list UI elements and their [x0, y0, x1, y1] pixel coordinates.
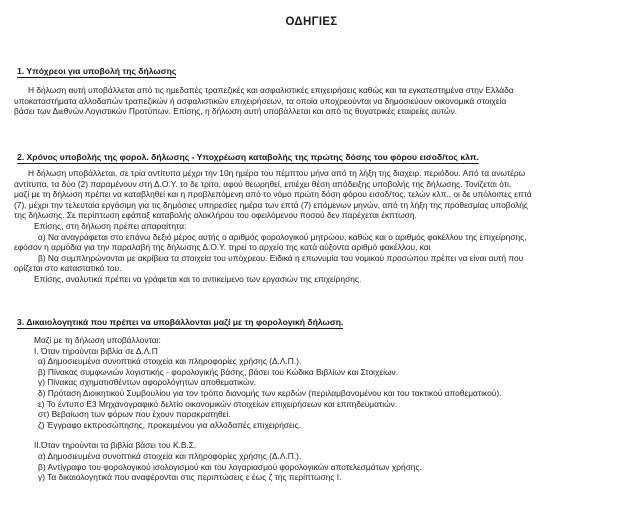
section-2-line: α) Να αναγράφεται στο επάνω δεξιό μέρος αυτής ο αριθμός φορολογικού μητρώου, καθώς και ο αριθμός φακέλλου της επιχείρησης, — [38, 231, 527, 242]
section-3-line: α) Δημοσιευμένα συνοπτικά στοιχεία και πληροφορίες χρήσης (Δ.Λ.Π.). — [38, 450, 302, 461]
section-3-line: ΙΙ.Όταν τηρούνται τα βιβλία βάσει του Κ.Β.Σ. — [34, 440, 197, 451]
section-3-line: α) Δημοσιευμένα συνοπτικά στοιχεία και πληροφορίες χρήσης (Δ.Λ.Π.). — [38, 356, 302, 367]
section-3-line: ζ) Έγγραφο εκπροσώπησης, προκειμένου για αλλοδαπές επιχειρήσεις. — [38, 419, 301, 430]
section-2-line: (7), μέχρι την τελευταία εργάσιμη για τις δημόσιες υπηρεσίες ημέρα των επτά (7) επόμενων μηνών, από τη λήξη της προθεσμίας υποβολής — [14, 199, 528, 210]
section-2-line: μαζί με τη δήλωση πρέπει να καταβληθεί και η προβλεπόμενη από το νόμο πρώτη δόση φόρου εισοδ/τος, τελών κλπ., οι δε υπόλοιπες επτά — [14, 189, 532, 200]
section-3-body — [14, 335, 616, 483]
section-1-body — [14, 85, 616, 117]
section-2-line: της δήλωσης. Σε περίπτωση εφάπαξ καταβολής ολοκλήρου του οφειλόμενου ποσού δεν παρέχεται έκπτωση. — [14, 210, 417, 221]
section-1-line: υποκαταστήματα αλλοδαπών τραπεζικών ή ασφαλιστικών επιχειρήσεων, τα οποία υποχρεούνται να δημοσιεύουν οικονομικά στοιχεία — [14, 95, 507, 106]
section-3-line: ε) Το έντυπο Ε3 Μηχανογραφικό δελτίο οικονομικών στοιχείων επιχειρήσεων και επιτηδευματιών. — [38, 398, 398, 409]
section-3-line: στ) Βεβαίωση των φόρων που έχουν παρακρατηθεί. — [38, 409, 231, 420]
section-3-line: Ι. Όταν τηρούνται βιβλία σε Δ.Λ.Π — [34, 345, 158, 356]
section-2-line: εφόσον η αρμόδια για την παραλαβή της δήλωσης Δ.Ο.Υ. τηρεί το αρχείο της κατά αύξοντα αριθμό φακέλλου, και — [14, 242, 431, 253]
section-2-body — [14, 168, 616, 285]
section-2-line: αντίτυπα, τα δύο (2) παραμένουν στη Δ.Ο.Υ. το δε τρίτο, αφού θεωρηθεί, επιέχει θέση απόδειξης υποβολής της δήλωσης. Τονίζεται ότι, — [14, 178, 512, 189]
section-1-heading: 1. Υπόχρεοι για υποβολή της δήλωσης — [17, 66, 177, 76]
section-2-heading: 2. Χρόνος υποβολής της φορολ. δήλωσης - Υποχρέωση καταβολής της πρώτης δόσης του φόρου εισοδ/τος κλπ. — [17, 152, 479, 162]
section-2-line: β) Να συμπληρώνονται με ακρίβεια τα στοιχεία του υπόχρεου. Ειδικά η επωνυμία του νομικού προσώπου πρέπει να είναι αυτή που — [38, 252, 524, 263]
section-3-line: β) Πίνακας συμφωνιών λογιστικής - φορολογικής βάσης, βάσει του Κώδικα Βιβλίων και Στοιχείων. — [38, 366, 399, 377]
section-3-line: Μαζί με τη δήλωση υποβάλλονται: — [34, 335, 161, 345]
section-3-line: γ) Τα δικαιολογητικά που αναφέρονται στις περιπτώσεις ε έως ζ της περίπτωσης Ι. — [38, 472, 342, 483]
section-3-spacer — [14, 430, 616, 440]
section-3-line: γ) Πίνακας σχηματισθέντων αφορολόγητων αποθεματικών. — [38, 377, 257, 388]
section-1-line: Η δήλωση αυτή υποβάλλεται από τις ημεδαπές τραπεζικές και ασφαλιστικές επιχειρήσεις καθώς και τα εγκατεστημένα στην Ελλάδα — [28, 85, 514, 95]
section-2-line: Επίσης, στη δήλωση πρέπει απαραίτητα: — [34, 220, 187, 231]
section-2-line: Η δήλωση υποβάλλεται, σε τρία αντίτυπα μέχρι την 10η ημέρα του πέμπτου μήνα από τη λήξη της διαχειρ. περιόδου. Από τα ανωτέρω — [28, 168, 526, 178]
section-2-line: Επίσης, αναλυτικά πρέπει να γράφεται και το αντικείμενο των εργασιών της επιχείρησης. — [34, 273, 362, 284]
section-2-line: ορίζεται στο καταστατικό του. — [14, 263, 122, 274]
page-title: ΟΔΗΓΙΕΣ — [285, 16, 338, 28]
section-3-line: δ) Πρόταση Διοικητικού Συμβουλίου για τον τρόπο διανομής των κερδών (περιλαμβανομένου και του τακτικού αποθεματικού). — [38, 387, 502, 398]
section-3-heading: 3. Δικαιολογητικά που πρέπει να υποβάλλονται μαζί με τη φορολογική δήλωση. — [17, 317, 344, 327]
section-3-line: β) Αντίγραφο του φορολογικού ισολογισμού και του λογαριασμού φορολογικών αποτελεσμάτων χρήσης. — [38, 461, 422, 472]
section-1-line: βάσει των Διεθνών Λογιστικών Προτύπων. Επίσης, η δήλωση αυτή υποβάλλεται και από τις θυγατρικές εταιρείες αυτών. — [14, 106, 458, 117]
